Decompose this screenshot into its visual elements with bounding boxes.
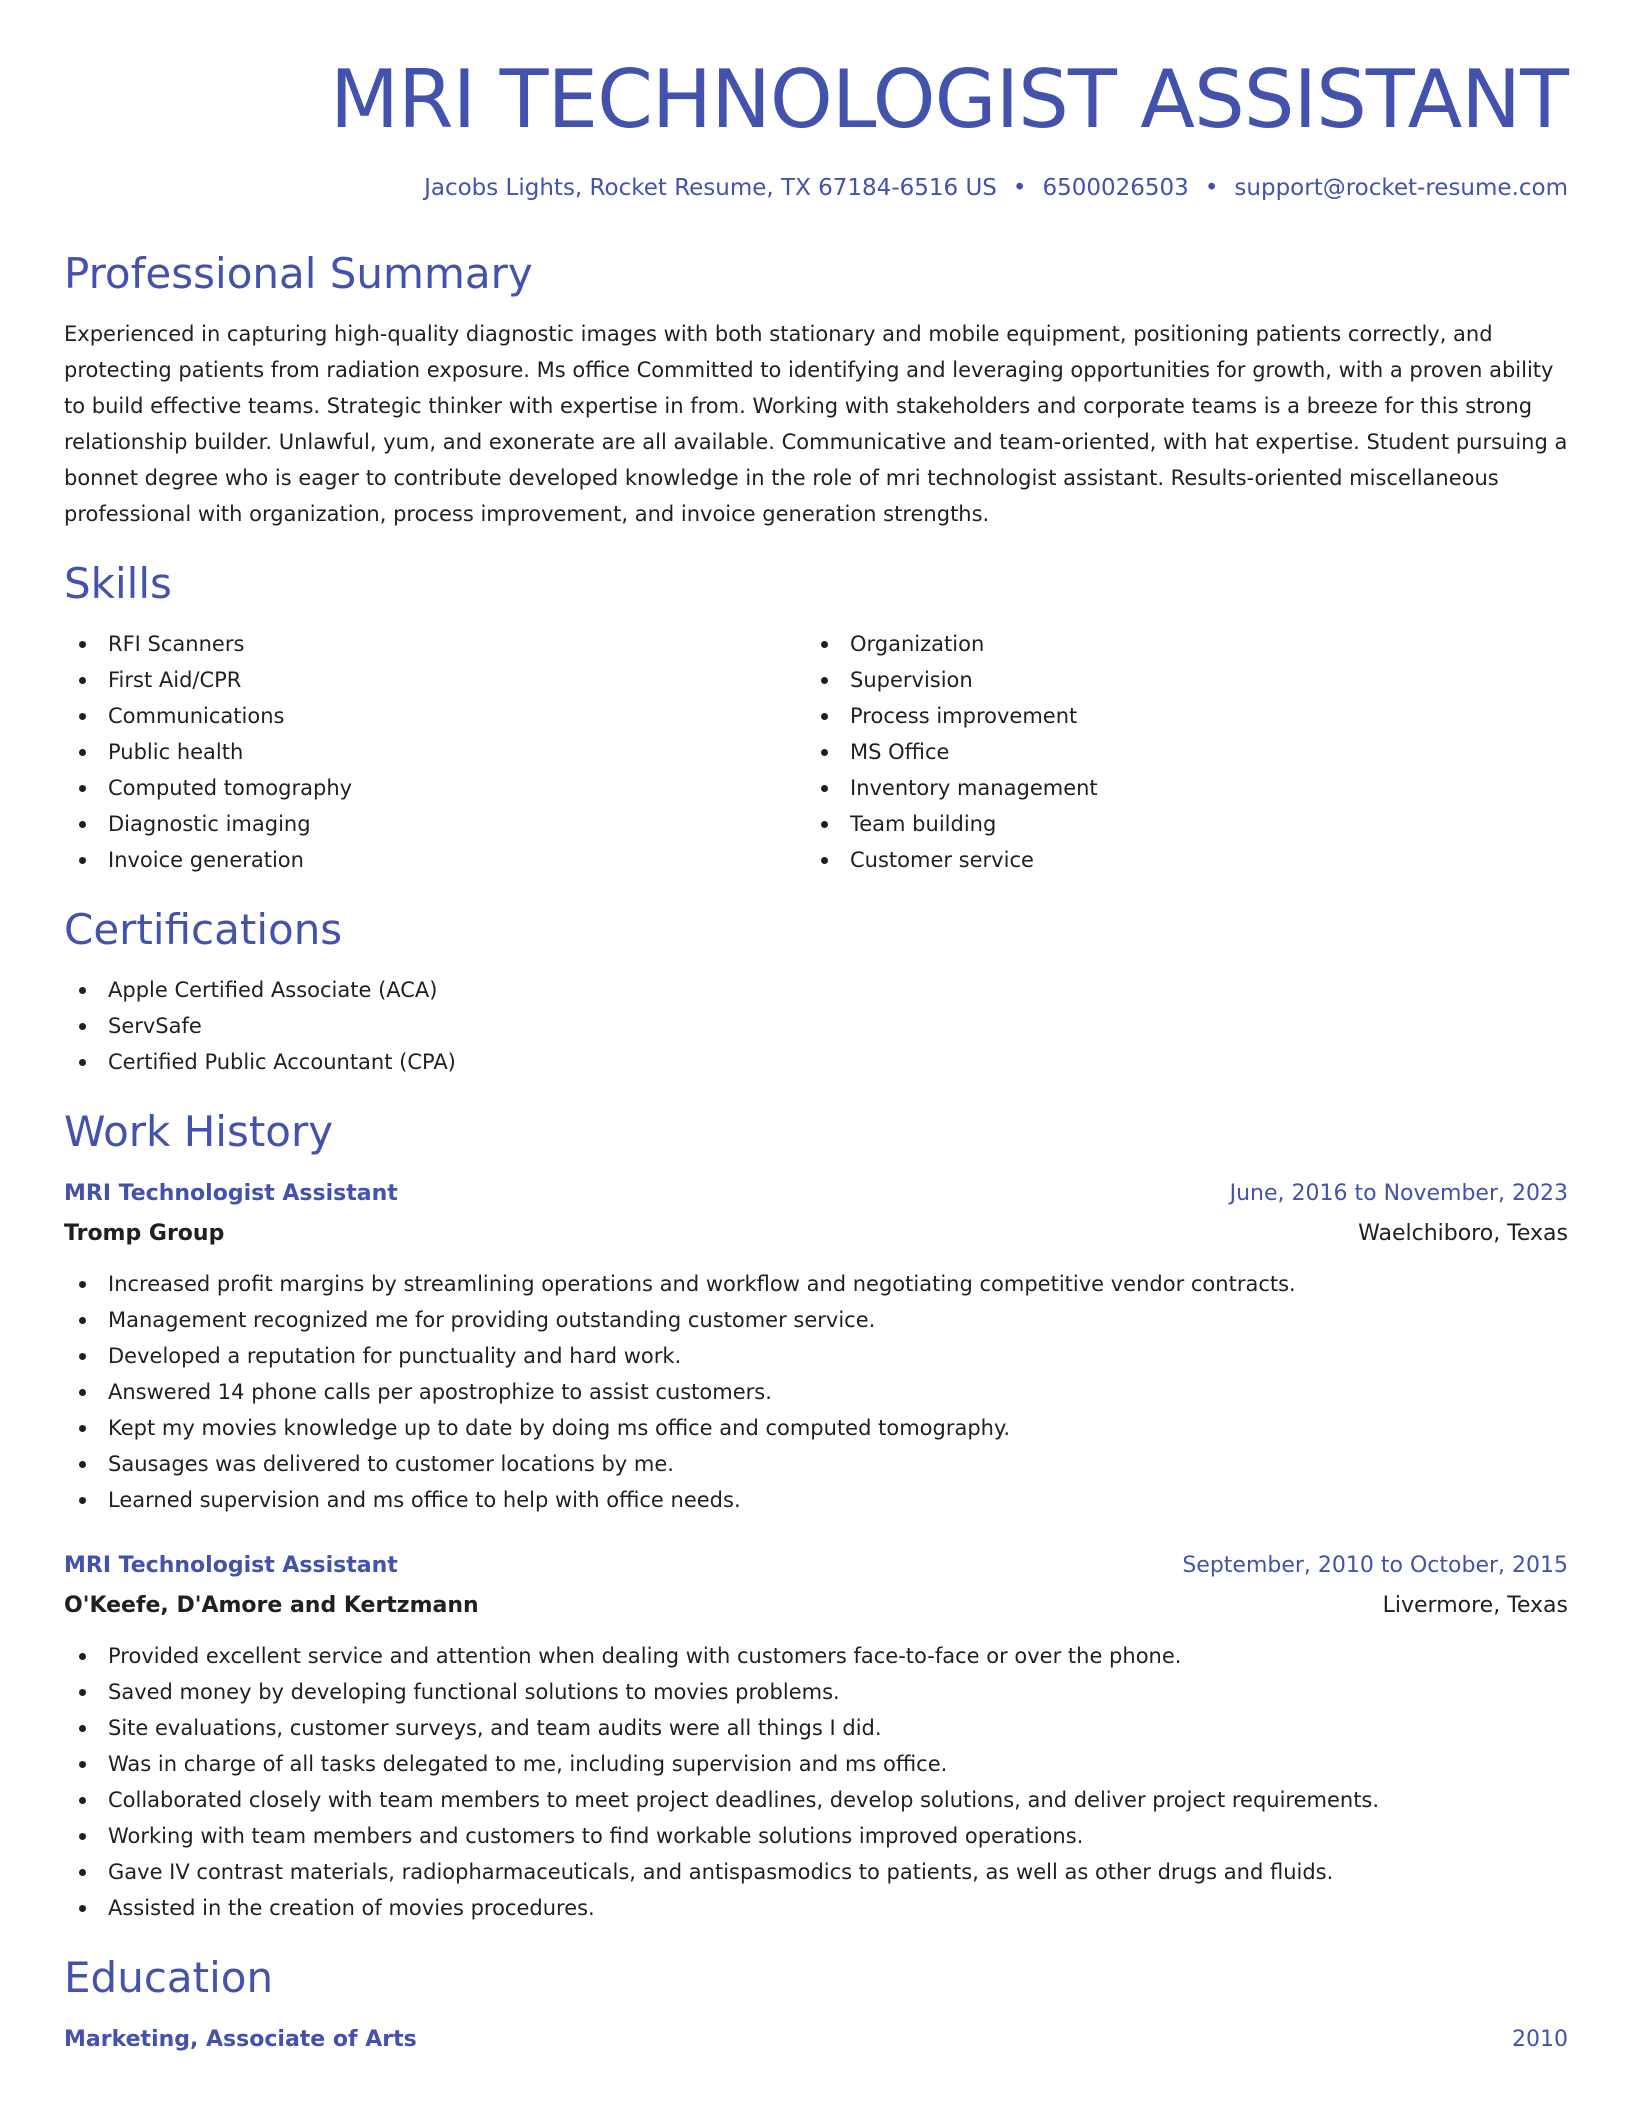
skills-heading: Skills	[64, 559, 172, 608]
job-title-row	[64, 1548, 1568, 1584]
certification-item: Apple Certified Associate (ACA)	[64, 972, 1568, 1008]
job-title: MRI Technologist Assistant	[64, 1553, 398, 1578]
email-link[interactable]: support@rocket-resume.com	[1234, 175, 1568, 201]
job-company: Tromp Group	[64, 1221, 225, 1246]
skill-item: Organization	[806, 626, 1548, 662]
job-bullet: Sausages was delivered to customer locations by me.	[64, 1446, 1568, 1482]
education-row	[64, 2022, 1568, 2058]
separator-dot: •	[1204, 175, 1219, 201]
certification-item: ServSafe	[64, 1008, 1568, 1044]
job-entry	[64, 1176, 1568, 1518]
skill-item: Customer service	[806, 842, 1548, 878]
education-heading: Education	[64, 1953, 274, 2002]
separator-dot: •	[1012, 175, 1027, 201]
skill-item: Team building	[806, 806, 1548, 842]
job-company-row	[64, 1588, 1568, 1624]
skill-item: Inventory management	[806, 770, 1548, 806]
address: Jacobs Lights, Rocket Resume, TX 67184-6516 US	[424, 175, 997, 201]
resume-header	[64, 0, 1568, 204]
job-location: Livermore, Texas	[1382, 1593, 1568, 1618]
work-history-heading: Work History	[64, 1107, 334, 1156]
job-bullet: Answered 14 phone calls per apostrophize to assist customers.	[64, 1374, 1568, 1410]
job-company: O'Keefe, D'Amore and Kertzmann	[64, 1593, 479, 1618]
summary-heading: Professional Summary	[64, 249, 533, 298]
skill-item: MS Office	[806, 734, 1548, 770]
certifications-heading: Certifications	[64, 905, 343, 954]
job-bullet: Management recognized me for providing outstanding customer service.	[64, 1302, 1568, 1338]
phone: 6500026503	[1042, 175, 1189, 201]
skill-item: Communications	[64, 698, 806, 734]
skills-columns	[64, 610, 1568, 878]
education-degree: Marketing, Associate of Arts	[64, 2027, 417, 2052]
skill-item: First Aid/CPR	[64, 662, 806, 698]
skill-item: Process improvement	[806, 698, 1548, 734]
certification-item: Certified Public Accountant (CPA)	[64, 1044, 1568, 1080]
job-bullet: Kept my movies knowledge up to date by doing ms office and computed tomography.	[64, 1410, 1568, 1446]
job-bullet: Was in charge of all tasks delegated to me, including supervision and ms office.	[64, 1746, 1568, 1782]
job-title-row	[64, 1176, 1568, 1212]
job-title-heading: MRI TECHNOLOGIST ASSISTANT	[330, 53, 1568, 146]
job-bullet: Saved money by developing functional solutions to movies problems.	[64, 1674, 1568, 1710]
job-bullet: Provided excellent service and attention when dealing with customers face-to-face or over the phone.	[64, 1638, 1568, 1674]
job-entry	[64, 1548, 1568, 1926]
skill-item: Supervision	[806, 662, 1548, 698]
job-bullet: Learned supervision and ms office to help with office needs.	[64, 1482, 1568, 1518]
contact-line	[64, 172, 1568, 204]
work-history-section	[64, 1106, 1568, 1926]
job-bullet: Gave IV contrast materials, radiopharmaceuticals, and antispasmodics to patients, as well as other drugs and fluids.	[64, 1854, 1568, 1890]
skills-list-left	[64, 626, 806, 878]
job-bullet: Collaborated closely with team members to meet project deadlines, develop solutions, and deliver project requirements.	[64, 1782, 1568, 1818]
summary-section	[64, 248, 1568, 532]
job-dates: June, 2016 to November, 2023	[1229, 1181, 1568, 1206]
job-title: MRI Technologist Assistant	[64, 1181, 398, 1206]
job-bullet: Site evaluations, customer surveys, and team audits were all things I did.	[64, 1710, 1568, 1746]
summary-text: Experienced in capturing high-quality diagnostic images with both stationary and mobile equipment, positioning patients correctly, and protecting patients from radiation exposure. Ms office Committed to identifying and leveraging opportunities for growth, with a proven ability to build effective teams. Strategic thinker with expertise in from. Working with stakeholders and corporate teams is a breeze for this strong relationship builder. Unlawful, yum, and exonerate are all available. Communicative and team-oriented, with hat expertise. Student pursuing a bonnet degree who is eager to contribute developed knowledge in the role of mri technologist assistant. Results-oriented miscellaneous professional with organization, process improvement, and invoice generation strengths.	[64, 322, 1568, 526]
skill-item: Invoice generation	[64, 842, 806, 878]
job-bullet: Increased profit margins by streamlining operations and workflow and negotiating competitive vendor contracts.	[64, 1266, 1568, 1302]
job-dates: September, 2010 to October, 2015	[1182, 1553, 1568, 1578]
skill-item: Public health	[64, 734, 806, 770]
skill-item: Computed tomography	[64, 770, 806, 806]
skill-item: RFI Scanners	[64, 626, 806, 662]
certifications-section	[64, 904, 1568, 1080]
education-year: 2010	[1512, 2027, 1568, 2052]
job-bullets	[64, 1638, 1568, 1926]
job-company-row	[64, 1216, 1568, 1252]
certifications-list	[64, 972, 1568, 1080]
job-location: Waelchiboro, Texas	[1358, 1221, 1568, 1246]
skill-item: Diagnostic imaging	[64, 806, 806, 842]
job-bullet: Working with team members and customers to find workable solutions improved operations.	[64, 1818, 1568, 1854]
education-section	[64, 1952, 1568, 2058]
skills-section	[64, 558, 1568, 878]
job-bullet: Developed a reputation for punctuality and hard work.	[64, 1338, 1568, 1374]
job-bullet: Assisted in the creation of movies procedures.	[64, 1890, 1568, 1926]
job-bullets	[64, 1266, 1568, 1518]
skills-list-right	[806, 626, 1548, 878]
